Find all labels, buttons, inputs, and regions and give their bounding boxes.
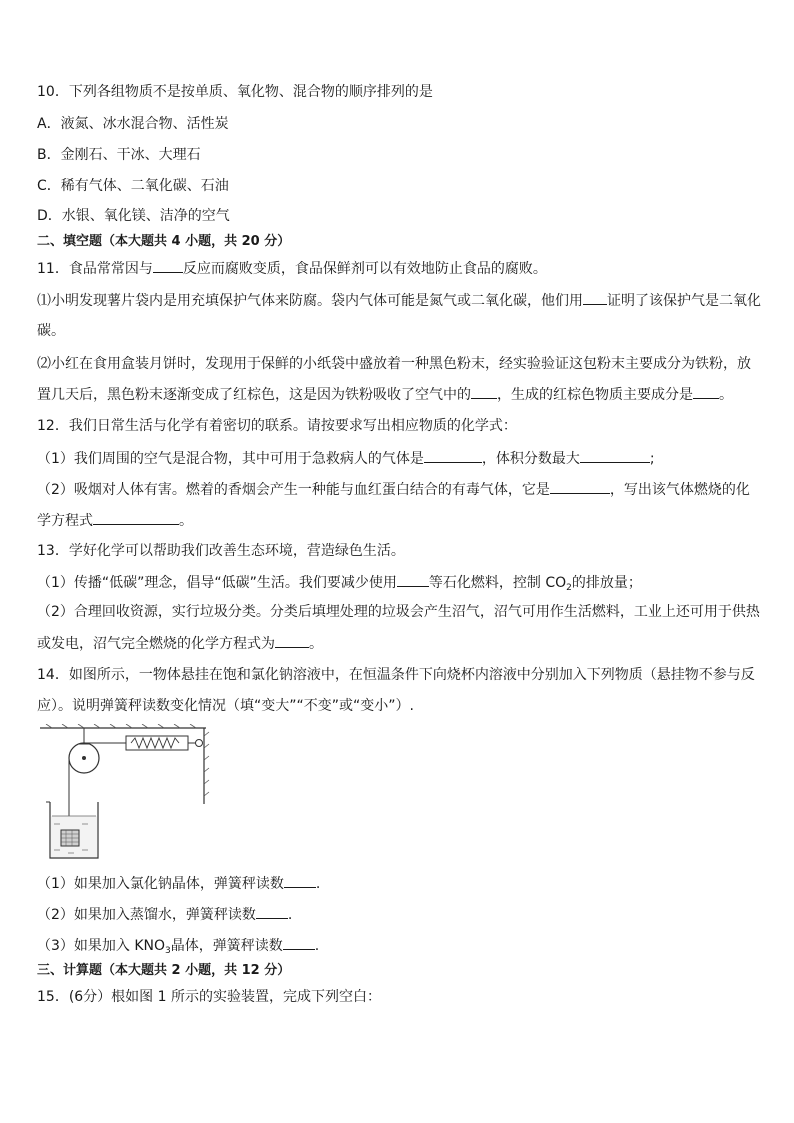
- q11-part1-cont: 碳。: [37, 323, 65, 339]
- q11-part2: ⑵小红在食用盒装月饼时，发现用于保鲜的小纸袋中盛放着一种黑色粉末，经实验验证这包粉末主要成分为铁粉，放: [37, 356, 751, 372]
- q13-stem: 13．学好化学可以帮助我们改善生态环境，营造绿色生活。: [37, 543, 405, 559]
- q14-part1: （1）如果加入氯化钠晶体，弹簧秤读数 .: [37, 873, 320, 894]
- answer-blank[interactable]: [580, 448, 650, 463]
- answer-blank[interactable]: [693, 384, 719, 399]
- q12-stem: 12．我们日常生活与化学有着密切的联系。请按要求写出相应物质的化学式：: [37, 418, 517, 434]
- q12-part1: （1）我们周围的空气是混合物，其中可用于急救病人的气体是 ，体积分数最大 ;: [37, 448, 655, 469]
- q10-stem: 10．下列各组物质不是按单质、氧化物、混合物的顺序排列的是: [37, 84, 433, 100]
- answer-blank[interactable]: [283, 935, 315, 950]
- answer-blank[interactable]: [153, 258, 183, 273]
- answer-blank[interactable]: [275, 633, 309, 648]
- q14-part3: （3）如果加入 $KNO_3$晶体，弹簧秤读数 .: [37, 935, 319, 961]
- q10-option-c: C．稀有气体、二氧化碳、石油: [37, 178, 229, 194]
- answer-blank[interactable]: [550, 479, 610, 494]
- answer-blank[interactable]: [424, 448, 482, 463]
- section-heading-fill-in: 二、填空题（本大题共 4 小题，共 20 分）: [37, 234, 291, 249]
- answer-blank[interactable]: [397, 572, 429, 587]
- q10-option-d: D．水银、氧化镁、洁净的空气: [37, 208, 230, 224]
- answer-blank[interactable]: [256, 904, 288, 919]
- answer-blank[interactable]: [583, 290, 607, 305]
- section-heading-calculation: 三、计算题（本大题共 2 小题，共 12 分）: [37, 963, 291, 978]
- q12-part2-cont: 学方程式 。: [37, 510, 193, 531]
- q11-part2-cont: 置几天后，黑色粉末逐渐变成了红棕色，这是因为铁粉吸收了空气中的 ，生成的红棕色物质主要成分是 。: [37, 384, 733, 405]
- q13-part1: （1）传播“低碳”理念，倡导“低碳”生活。我们要减少使用 等石化燃料，控制 $CO_2$的排放量；: [37, 572, 642, 598]
- spring-balance-figure: [38, 724, 210, 862]
- q14-stem: 14．如图所示，一物体悬挂在饱和氯化钠溶液中，在恒温条件下向烧杯内溶液中分别加入下列物质（悬挂物不参与反: [37, 667, 755, 683]
- answer-blank[interactable]: [93, 510, 179, 525]
- answer-blank[interactable]: [284, 873, 316, 888]
- q10-option-b: B．金刚石、干冰、大理石: [37, 147, 201, 163]
- q10-option-a: A．液氮、冰水混合物、活性炭: [37, 116, 229, 132]
- q13-part2-cont: 或发电，沼气完全燃烧的化学方程式为 。: [37, 633, 323, 654]
- q14-part2: （2）如果加入蒸馏水，弹簧秤读数 .: [37, 904, 292, 925]
- q14-stem-cont: 应）。说明弹簧秤读数变化情况（填“变大”“不变”或“变小”）.: [37, 698, 414, 714]
- q11-stem: 11．食品常常因与 反应而腐败变质，食品保鲜剂可以有效地防止食品的腐败。: [37, 258, 547, 279]
- answer-blank[interactable]: [471, 384, 497, 399]
- q11-part1: ⑴小明发现薯片袋内是用充填保护气体来防腐。袋内气体可能是氮气或二氧化碳，他们用 证明了该保护气是二氧化: [37, 290, 761, 311]
- q13-part2: （2）合理回收资源，实行垃圾分类。分类后填埋处理的垃圾会产生沼气，沼气可用作生活燃料，工业上还可用于供热: [37, 604, 760, 620]
- q15-stem: 15．(6分）根如图 1 所示的实验装置，完成下列空白：: [37, 989, 381, 1005]
- q12-part2: （2）吸烟对人体有害。燃着的香烟会产生一种能与血红蛋白结合的有毒气体，它是 ，写出该气体燃烧的化: [37, 479, 750, 500]
